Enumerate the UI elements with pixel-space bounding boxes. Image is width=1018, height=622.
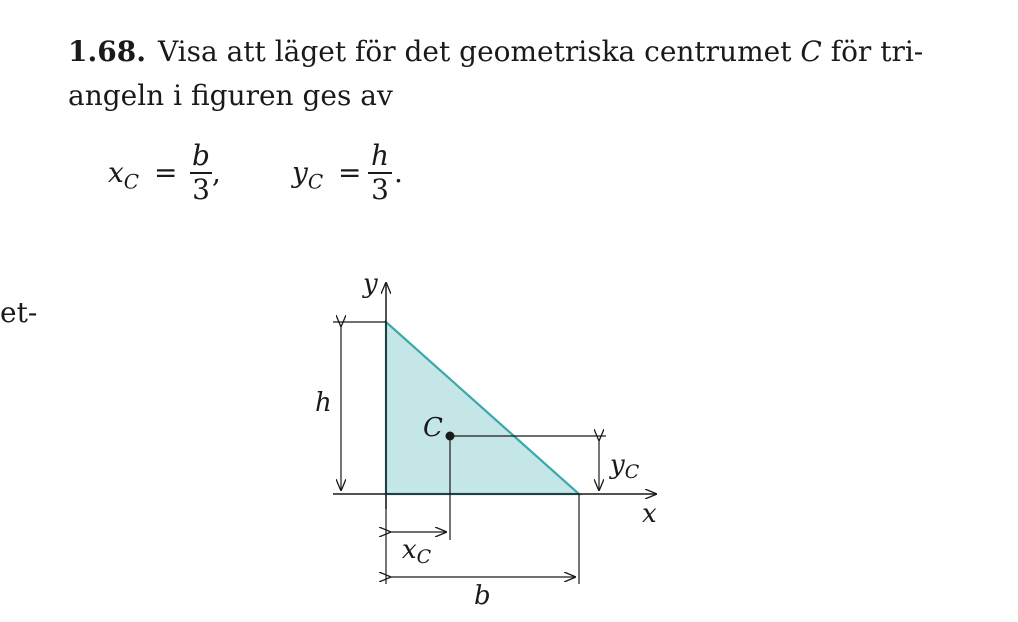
- formula-xc-punct: ,: [212, 156, 221, 189]
- formula-xc-sub: C: [123, 169, 140, 194]
- stray-text-fragment: et-: [0, 296, 38, 329]
- centroid-label: C: [423, 413, 443, 443]
- formula-xc-denominator: 3: [192, 173, 210, 206]
- xc-label-var: x: [402, 535, 417, 565]
- problem-text-part1: Visa att läget för det geometriska centrumet: [157, 35, 801, 68]
- formula-xc-numerator: b: [192, 139, 210, 172]
- problem-number: 1.68.: [68, 35, 146, 68]
- yc-label-var: y: [610, 450, 625, 480]
- formula-yc-numerator: h: [370, 139, 390, 172]
- formula-yc-denominator: 3: [371, 173, 389, 206]
- centroid-symbol: C: [800, 35, 822, 68]
- height-label: h: [315, 388, 332, 418]
- formula-yc-eq: =: [338, 156, 362, 189]
- centroid-point: [446, 432, 455, 441]
- formula-yc-sub: C: [307, 169, 324, 194]
- formula-yc-punct: .: [394, 156, 403, 189]
- triangle-shape: [386, 322, 579, 494]
- yc-label-sub: C: [624, 461, 640, 483]
- base-label: b: [474, 581, 491, 611]
- problem-text-part2: för tri-: [821, 35, 924, 68]
- formula-xc-eq: =: [154, 156, 178, 189]
- y-axis-label: y: [363, 269, 378, 299]
- formula-xc-var: x: [108, 156, 124, 189]
- formula-yc-var: y: [292, 156, 308, 189]
- yc-label: [609, 450, 640, 483]
- xc-label: [402, 535, 432, 568]
- problem-text-line2: angeln i figuren ges av: [68, 79, 393, 112]
- x-axis-label: x: [642, 499, 657, 529]
- xc-label-sub: C: [416, 546, 432, 568]
